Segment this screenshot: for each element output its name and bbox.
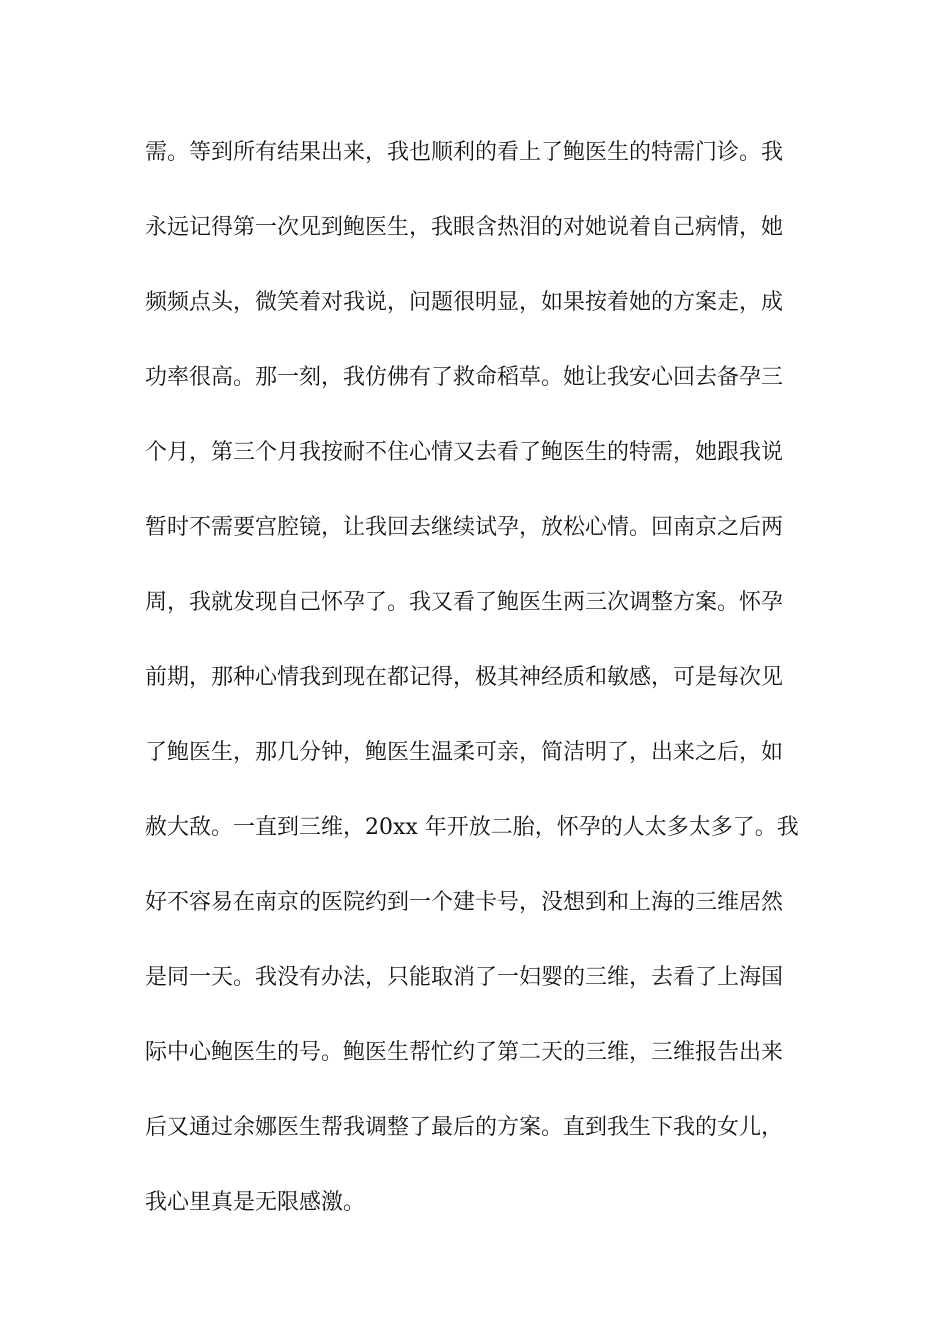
body-text <box>145 132 815 1257</box>
text-line-1: 需。等到所有结果出来，我也顺利的看上了鲍医生的特需门诊。我 <box>145 140 784 165</box>
text-line-10: 赦大敌。一直到三维，20xx 年开放二胎，怀孕的人太多太多了。我 <box>145 815 799 840</box>
text-line-5: 个月，第三个月我按耐不住心情又去看了鲍医生的特需，她跟我说 <box>145 440 784 465</box>
text-line-7: 周，我就发现自己怀孕了。我又看了鲍医生两三次调整方案。怀孕 <box>145 590 784 615</box>
text-line-2: 永远记得第一次见到鲍医生，我眼含热泪的对她说着自己病情，她 <box>145 215 784 240</box>
text-line-13: 际中心鲍医生的号。鲍医生帮忙约了第二天的三维，三维报告出来 <box>145 1040 784 1065</box>
text-line-11: 好不容易在南京的医院约到一个建卡号，没想到和上海的三维居然 <box>145 890 784 915</box>
text-line-14: 后又通过余娜医生帮我调整了最后的方案。直到我生下我的女儿， <box>145 1115 784 1140</box>
text-line-3: 频频点头，微笑着对我说，问题很明显，如果按着她的方案走，成 <box>145 290 784 315</box>
text-line-9: 了鲍医生，那几分钟，鲍医生温柔可亲，简洁明了，出来之后，如 <box>145 740 784 765</box>
text-line-15: 我心里真是无限感激。 <box>145 1190 366 1215</box>
text-line-12: 是同一天。我没有办法，只能取消了一妇婴的三维，去看了上海国 <box>145 965 784 990</box>
text-line-4: 功率很高。那一刻，我仿佛有了救命稻草。她让我安心回去备孕三 <box>145 365 784 390</box>
text-line-8: 前期，那种心情我到现在都记得，极其神经质和敏感，可是每次见 <box>145 665 784 690</box>
text-line-6: 暂时不需要宫腔镜，让我回去继续试孕，放松心情。回南京之后两 <box>145 515 784 540</box>
